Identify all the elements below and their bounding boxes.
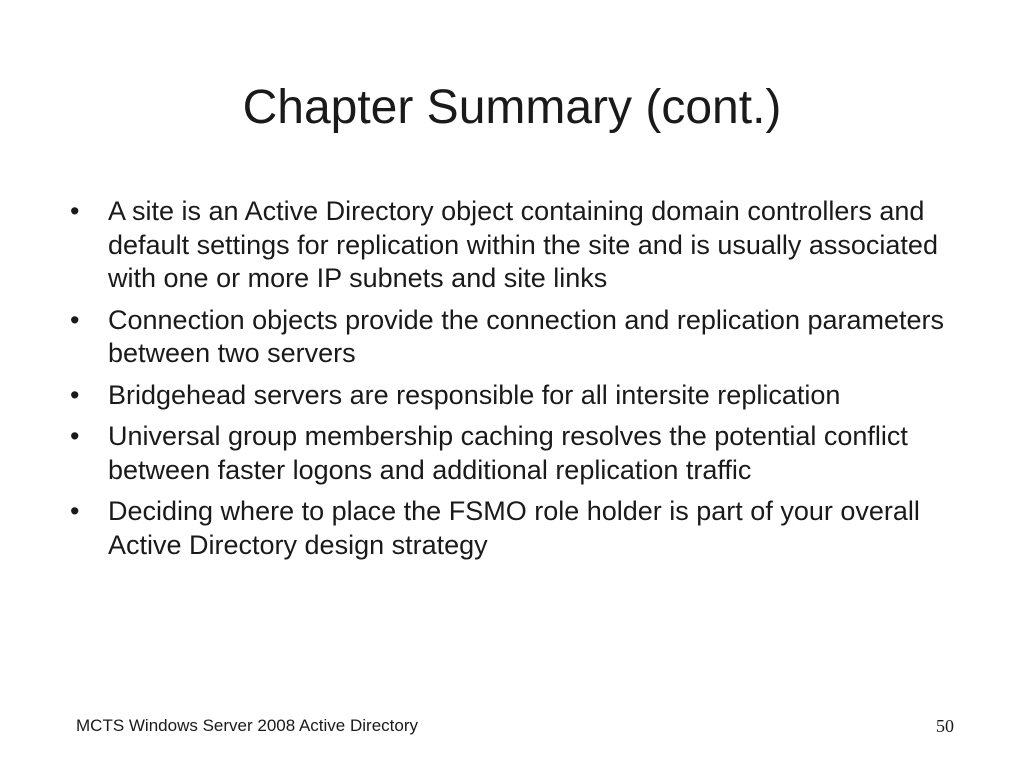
bullet-icon: •: [70, 196, 80, 226]
page-number: 50: [936, 716, 954, 736]
bullet-item: [70, 420, 970, 487]
bullet-icon: •: [70, 304, 80, 335]
bullet-item: [70, 495, 970, 562]
slide-title: Chapter Summary (cont.): [242, 81, 782, 134]
bullet-text: Bridgehead servers are responsible for all intersite replication: [108, 379, 841, 410]
bullet-list: [70, 195, 970, 570]
bullet-icon: •: [70, 379, 80, 410]
bullet-item: [70, 195, 970, 296]
bullet-text: Universal group membership caching resolves the potential conflict between faster logons and additional replication traffic: [108, 421, 908, 485]
bullet-item: [70, 379, 970, 413]
bullet-text: A site is an Active Directory object containing domain controllers and default settings for replication within the site and is usually associated with one or more IP subnets and site links: [108, 196, 938, 293]
bullet-icon: •: [70, 496, 80, 526]
bullet-text: Deciding where to place the FSMO role holder is part of your overall Active Directory design strategy: [108, 496, 920, 560]
bullet-item: [70, 304, 970, 371]
bullet-text: Connection objects provide the connection and replication parameters between two servers: [108, 304, 945, 368]
bullet-icon: •: [70, 421, 80, 451]
footer-course-title: MCTS Windows Server 2008 Active Directory: [76, 716, 418, 735]
